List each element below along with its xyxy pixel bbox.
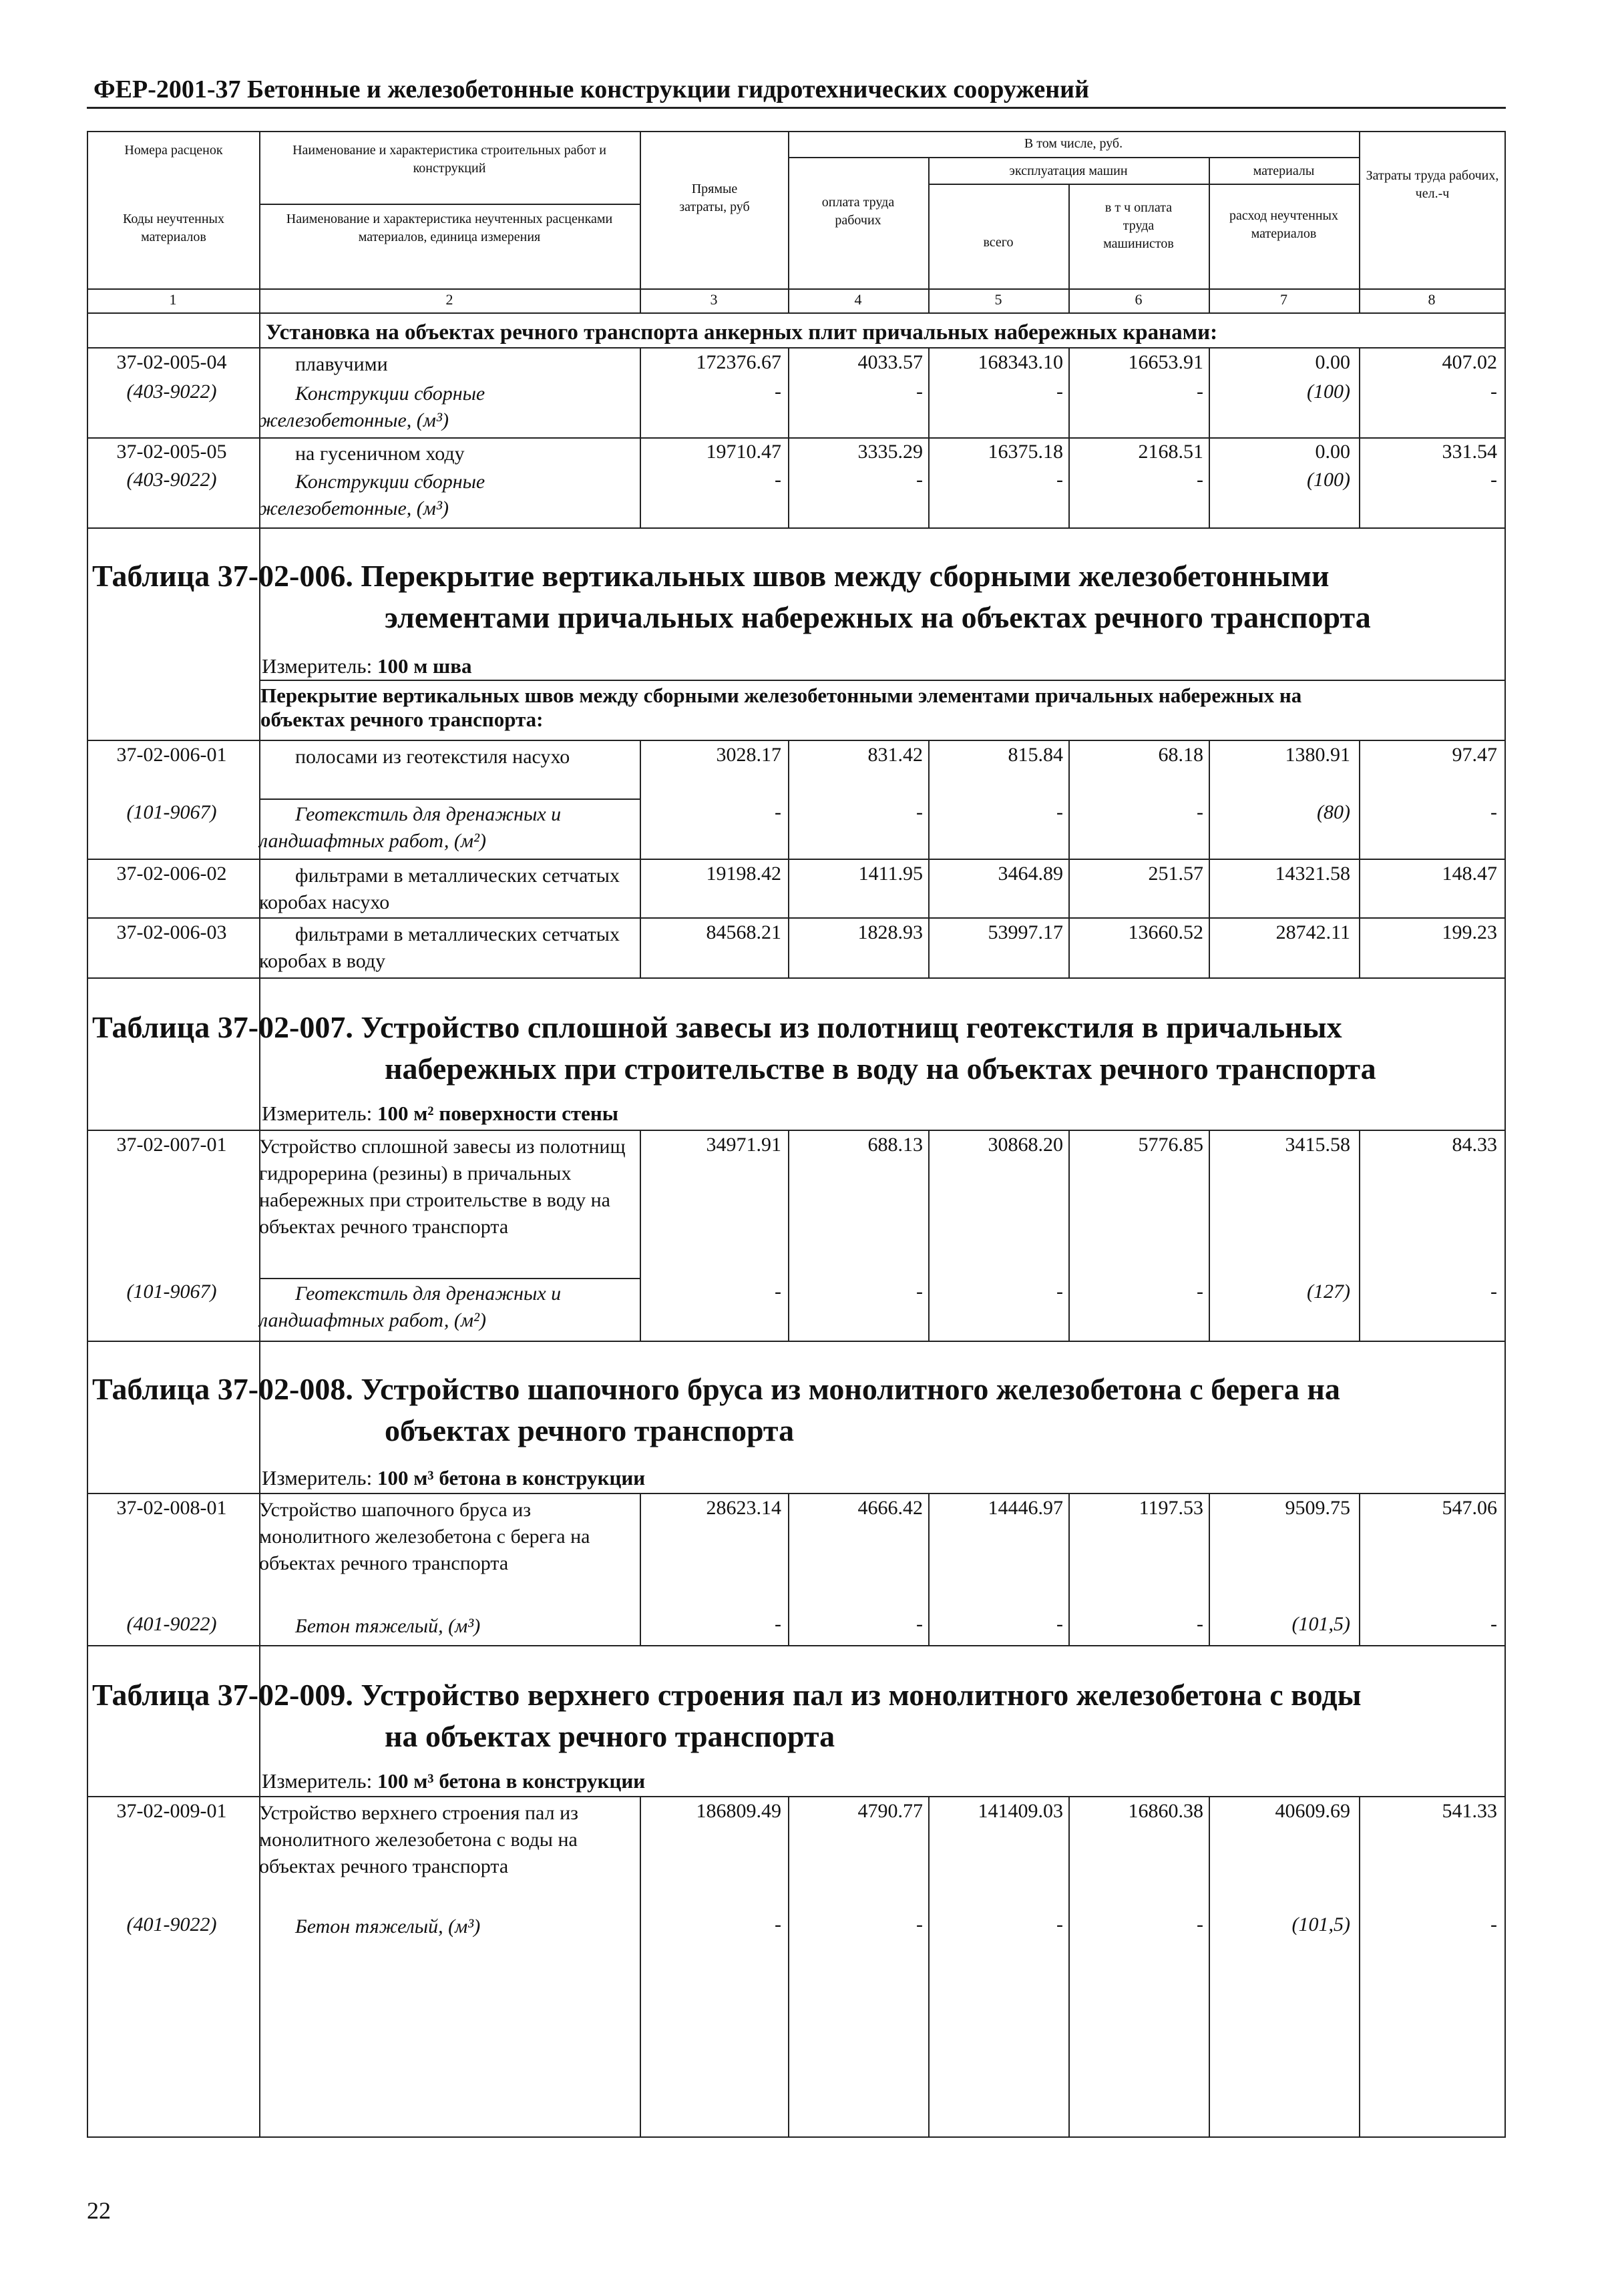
labor-pay: -	[916, 1613, 923, 1635]
header-group: В том числе, руб.	[1024, 136, 1123, 151]
machinist-pay: 16653.91	[1128, 351, 1203, 373]
header-col7: расход неучтенных материалов	[1229, 208, 1338, 241]
right-border	[1504, 131, 1506, 2137]
labor-hours: 97.47	[1452, 744, 1497, 766]
rate-description: полосами из геотекстиля насухо	[295, 746, 570, 768]
machinist-pay: -	[1197, 381, 1203, 403]
labor-pay: 1828.93	[857, 921, 923, 943]
materials-cost: (101,5)	[1291, 1913, 1350, 1935]
row-rule	[259, 1278, 640, 1279]
col-sep	[788, 1796, 789, 2137]
rate-description: фильтрами в металлических сетчатых коробах насухо	[259, 865, 620, 913]
table-title-line2: набережных при строительстве в воду на объектах речного транспорта	[385, 1052, 1376, 1086]
header-col3: Прямые затраты, руб	[679, 182, 750, 214]
material-description: Геотекстиль для дренажных и ландшафтных работ, (м²)	[259, 1283, 562, 1331]
header-col2-top: Наименование и характеристика строительных работ и конструкций	[292, 143, 606, 176]
labor-hours: -	[1490, 1281, 1497, 1303]
measurement-unit	[262, 654, 471, 678]
materials-cost: 40609.69	[1275, 1800, 1350, 1822]
direct-cost: -	[775, 1913, 781, 1935]
material-code: (101-9067)	[126, 801, 217, 823]
unit-value: 100 м³ бетона в конструкции	[377, 1769, 646, 1793]
page-number: 22	[87, 2197, 111, 2224]
document-title: ФЕР-2001-37 Бетонные и железобетонные конструкции гидротехнических сооружений	[93, 75, 1089, 103]
header-col8: Затраты труда рабочих, чел.-ч	[1366, 168, 1499, 201]
direct-cost: -	[775, 1613, 781, 1635]
labor-pay: 4666.42	[857, 1497, 923, 1519]
unit-value: 100 м шва	[377, 654, 472, 678]
header-machines: эксплуатация машин	[1009, 164, 1128, 178]
labor-pay: 688.13	[867, 1134, 923, 1156]
machines-total: -	[1056, 1613, 1063, 1635]
material-description: Бетон тяжелый, (м³)	[295, 1615, 481, 1637]
table-bottom-border	[87, 2136, 1506, 2138]
labor-hours: 547.06	[1442, 1497, 1497, 1519]
measurement-unit	[262, 1466, 645, 1490]
col-sep	[928, 1796, 930, 2137]
machinist-pay: 68.18	[1158, 744, 1203, 766]
machinist-pay: 5776.85	[1138, 1134, 1203, 1156]
material-code: (401-9022)	[126, 1613, 217, 1635]
machinist-pay: -	[1197, 801, 1203, 823]
header-col4: оплата труда рабочих	[821, 195, 895, 228]
table-title	[92, 1369, 1494, 1451]
labor-hours: -	[1490, 1913, 1497, 1935]
materials-cost: 0.00	[1315, 441, 1350, 463]
column-number: 7	[1280, 291, 1287, 308]
column-number: 1	[169, 291, 177, 308]
row-rule	[87, 527, 1506, 529]
name-split-rule	[259, 204, 640, 205]
machinist-pay: 1197.53	[1139, 1497, 1203, 1519]
col-sep-3	[788, 131, 789, 312]
rate-description: Устройство верхнего строения пал из монолитного железобетона с воды на объектах речного транспорта	[259, 1802, 578, 1877]
material-code: (401-9022)	[126, 1913, 217, 1935]
material-description: Конструкции сборные железобетонные, (м³)	[259, 471, 485, 519]
header-top-border	[87, 131, 1506, 132]
machines-total: 53997.17	[988, 921, 1063, 943]
measurement-unit	[262, 1769, 645, 1793]
row-rule	[87, 977, 1506, 979]
row-rule	[87, 1130, 1506, 1131]
table-title-line2: элементами причальных набережных на объектах речного транспорта	[385, 600, 1371, 634]
table-title	[92, 1007, 1494, 1090]
section-heading: Перекрытие вертикальных швов между сборными железобетонными элементами причальных набережных на объектах речного транспорта:	[260, 684, 1302, 731]
row-rule	[87, 1341, 1506, 1342]
labor-pay: 1411.95	[858, 863, 923, 885]
labor-hours: 541.33	[1442, 1800, 1497, 1822]
measurement-unit	[262, 1102, 618, 1126]
col-sep-4	[928, 157, 930, 312]
row-rule	[87, 437, 1506, 439]
row-rule	[87, 1645, 1506, 1646]
machines-total: 16375.18	[988, 441, 1063, 463]
direct-cost: -	[775, 801, 781, 823]
material-code: (403-9022)	[126, 469, 217, 491]
col-sep-7	[1359, 131, 1360, 312]
direct-cost: -	[775, 381, 781, 403]
materials-cost: (100)	[1307, 469, 1350, 491]
unit-prefix: Измеритель:	[262, 1102, 377, 1125]
row-rule	[87, 740, 1506, 741]
materials-cost: 28742.11	[1275, 921, 1350, 943]
labor-hours: -	[1490, 469, 1497, 491]
direct-cost: 28623.14	[706, 1497, 781, 1519]
direct-cost: 84568.21	[706, 921, 781, 943]
material-code: (403-9022)	[126, 381, 217, 403]
materials-cost: (101,5)	[1291, 1613, 1350, 1635]
column-number: 5	[994, 291, 1002, 308]
machinist-pay: 2168.51	[1138, 441, 1203, 463]
table-title	[92, 1674, 1494, 1757]
labor-hours: -	[1490, 1613, 1497, 1635]
machinist-pay: 251.57	[1148, 863, 1203, 885]
material-description: Конструкции сборные железобетонные, (м³)	[259, 383, 485, 431]
table-title-line1: Таблица 37-02-006. Перекрытие вертикальных швов между сборными железобетонными	[92, 559, 1330, 593]
unit-prefix: Измеритель:	[262, 1769, 377, 1793]
column-number: 6	[1135, 291, 1143, 308]
materials-cost: 0.00	[1315, 351, 1350, 373]
direct-cost: 3028.17	[716, 744, 781, 766]
header-col1-top: Номера расценок	[124, 143, 223, 158]
direct-cost: -	[775, 1281, 781, 1303]
rate-code: 37-02-007-01	[116, 1134, 227, 1156]
machines-total: 14446.97	[988, 1497, 1063, 1519]
material-code: (101-9067)	[126, 1281, 217, 1303]
rate-description: Устройство шапочного бруса из монолитного железобетона с берега на объектах речного транспорта	[259, 1499, 590, 1574]
machines-total: -	[1056, 1281, 1063, 1303]
row-rule	[87, 859, 1506, 860]
rate-code: 37-02-009-01	[116, 1800, 227, 1822]
machines-total: -	[1056, 381, 1063, 403]
labor-pay: 4790.77	[857, 1800, 923, 1822]
col-sep	[788, 1130, 789, 1341]
colnum-bottom-border	[87, 312, 1506, 314]
table-title-line1: Таблица 37-02-008. Устройство шапочного бруса из монолитного железобетона с берега на	[92, 1372, 1340, 1406]
rate-code: 37-02-006-03	[116, 921, 227, 943]
column-number: 2	[445, 291, 453, 308]
materials-cost: (100)	[1307, 381, 1350, 403]
labor-pay: -	[916, 801, 923, 823]
row-rule	[87, 917, 1506, 919]
section-heading: Установка на объектах речного транспорта анкерных плит причальных набережных кранами:	[266, 320, 1218, 345]
header-col2-bottom: Наименование и характеристика неучтенных расценками материалов, единица измерения	[286, 212, 613, 244]
header-col5: всего	[983, 235, 1014, 250]
rate-code: 37-02-005-05	[116, 441, 227, 463]
labor-pay: -	[916, 381, 923, 403]
header-col1-bottom: Коды неучтенных материалов	[123, 212, 224, 244]
materials-cost: 3415.58	[1285, 1134, 1350, 1156]
labor-hours: 407.02	[1442, 351, 1497, 373]
machines-total: -	[1056, 801, 1063, 823]
rate-description: Устройство сплошной завесы из полотнищ гидрорерина (резины) в причальных набережных при строительстве в воду на объектах речного транспорта	[259, 1136, 626, 1238]
machinist-pay: 16860.38	[1128, 1800, 1203, 1822]
labor-pay: 831.42	[867, 744, 923, 766]
unit-value: 100 м² поверхности стены	[377, 1102, 618, 1125]
material-description: Геотекстиль для дренажных и ландшафтных работ, (м²)	[259, 803, 562, 852]
materials-cost: 1380.91	[1285, 744, 1350, 766]
machines-total: -	[1056, 1913, 1063, 1935]
rate-description: плавучими	[295, 353, 388, 375]
machinist-pay: -	[1197, 1281, 1203, 1303]
materials-cost: 14321.58	[1275, 863, 1350, 885]
row-rule	[259, 680, 1504, 681]
row-rule	[87, 1493, 1506, 1494]
group-rule	[788, 157, 1359, 158]
direct-cost: 19198.42	[706, 863, 781, 885]
labor-pay: -	[916, 1281, 923, 1303]
machinist-pay: -	[1197, 469, 1203, 491]
labor-hours: -	[1490, 381, 1497, 403]
rate-description: фильтрами в металлических сетчатых коробах в воду	[259, 923, 620, 972]
machines-total: 168343.10	[978, 351, 1063, 373]
labor-pay: -	[916, 1913, 923, 1935]
row-rule	[87, 347, 1506, 349]
unit-prefix: Измеритель:	[262, 654, 377, 678]
rate-code: 37-02-008-01	[116, 1497, 227, 1519]
col-sep-2	[640, 131, 641, 312]
labor-pay: -	[916, 469, 923, 491]
direct-cost: 19710.47	[706, 441, 781, 463]
col-sep	[1359, 1130, 1360, 1341]
labor-hours: 148.47	[1442, 863, 1497, 885]
table-title-line2: объектах речного транспорта	[385, 1413, 795, 1447]
rate-code: 37-02-006-01	[116, 744, 227, 766]
machinist-pay: -	[1197, 1913, 1203, 1935]
column-number: 4	[854, 291, 862, 308]
col-sep	[1209, 1796, 1210, 2137]
table-title-line2: на объектах речного транспорта	[385, 1719, 835, 1753]
column-number: 3	[710, 291, 718, 308]
row-rule	[87, 1796, 1506, 1797]
col-sep	[1209, 1130, 1210, 1341]
header-col6: в т ч оплата труда машинистов	[1103, 200, 1174, 251]
table-title-line1: Таблица 37-02-009. Устройство верхнего строения пал из монолитного железобетона с воды	[92, 1678, 1362, 1712]
materials-cost: (127)	[1307, 1281, 1350, 1303]
material-description: Бетон тяжелый, (м³)	[295, 1915, 481, 1937]
col-sep	[640, 1130, 641, 1341]
unit-value: 100 м³ бетона в конструкции	[377, 1466, 646, 1489]
direct-cost: 186809.49	[696, 1800, 781, 1822]
machines-total: 30868.20	[988, 1134, 1063, 1156]
unit-prefix: Измеритель:	[262, 1466, 377, 1489]
direct-cost: 172376.67	[696, 351, 781, 373]
title-rule	[87, 107, 1506, 109]
col-sep	[640, 1796, 641, 2137]
machines-total: 3464.89	[998, 863, 1063, 885]
labor-hours: 84.33	[1452, 1134, 1497, 1156]
materials-cost: (80)	[1317, 801, 1350, 823]
table-title	[92, 555, 1494, 638]
direct-cost: 34971.91	[706, 1134, 781, 1156]
labor-pay: 4033.57	[857, 351, 923, 373]
machines-total: 815.84	[1008, 744, 1063, 766]
labor-pay: 3335.29	[857, 441, 923, 463]
table-title-line1: Таблица 37-02-007. Устройство сплошной завесы из полотнищ геотекстиля в причальных	[92, 1010, 1342, 1044]
rate-code: 37-02-005-04	[116, 351, 227, 373]
header-materials: материалы	[1253, 164, 1315, 178]
labor-hours: 331.54	[1442, 441, 1497, 463]
column-number: 8	[1428, 291, 1436, 308]
header-bottom-border	[87, 288, 1506, 290]
machines-total: 141409.03	[978, 1800, 1063, 1822]
machinist-pay: 13660.52	[1128, 921, 1203, 943]
machines-total: -	[1056, 469, 1063, 491]
col-sep-6	[1209, 157, 1210, 312]
rate-description: на гусеничном ходу	[295, 443, 465, 465]
machines-rule	[928, 184, 1359, 185]
machinist-pay: -	[1197, 1613, 1203, 1635]
col-sep	[1068, 1796, 1070, 2137]
labor-hours: -	[1490, 801, 1497, 823]
materials-cost: 9509.75	[1285, 1497, 1350, 1519]
col-sep	[928, 1130, 930, 1341]
col-sep	[1068, 1130, 1070, 1341]
direct-cost: -	[775, 469, 781, 491]
labor-hours: 199.23	[1442, 921, 1497, 943]
rate-code: 37-02-006-02	[116, 863, 227, 885]
col-sep	[1359, 1796, 1360, 2137]
row-rule	[259, 798, 640, 800]
